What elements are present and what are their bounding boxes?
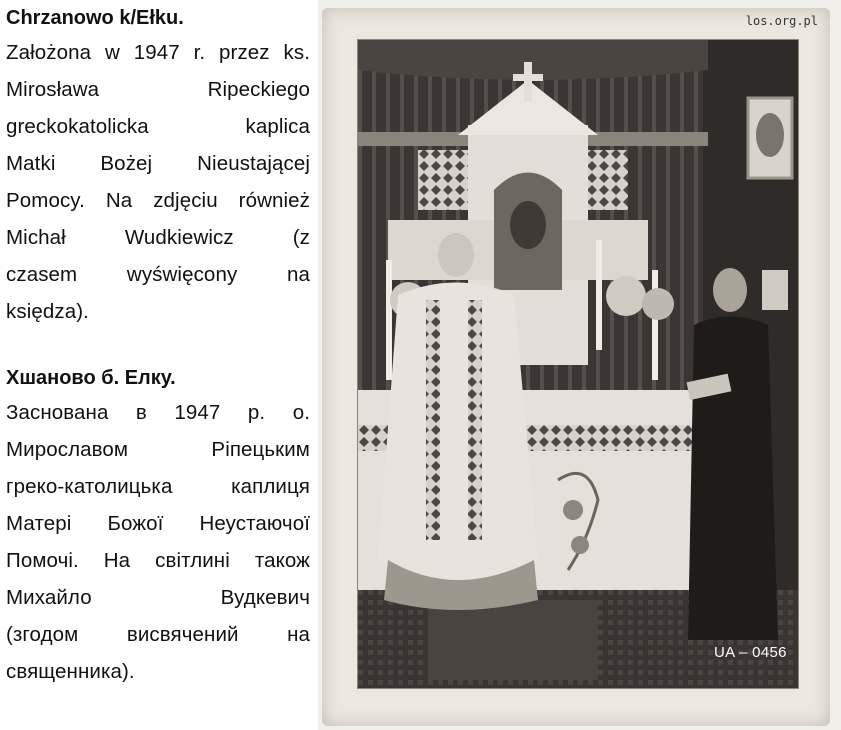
photo-panel (318, 0, 841, 730)
archive-id-label: UA – 0456 (714, 644, 787, 661)
archival-photo (358, 40, 798, 688)
photo-card (322, 8, 830, 726)
ukrainian-caption-line: Заснована в 1947 р. о. (6, 401, 310, 424)
caption-column (6, 0, 310, 730)
chapel-altar-image (358, 40, 798, 688)
ukrainian-caption-line: Мирославом Ріпецьким (6, 438, 310, 461)
site-watermark: los.org.pl (745, 14, 818, 28)
section-spacer (6, 330, 310, 360)
ukrainian-caption-line: священника). (6, 660, 135, 683)
ukrainian-caption-line: греко-католицька каплиця (6, 475, 310, 498)
polish-caption-line: Założona w 1947 r. przez ks. (6, 41, 310, 64)
polish-caption (6, 34, 310, 330)
polish-caption-line: Matki Bożej Nieustającej (6, 152, 310, 175)
ukrainian-caption-line: Михайло Вудкевич (6, 586, 310, 609)
polish-caption-line: księdza). (6, 300, 89, 323)
polish-caption-line: Michał Wudkiewicz (z (6, 226, 310, 249)
ukrainian-caption-line: (згодом висвячений на (6, 623, 310, 646)
polish-caption-line: Pomocy. Na zdjęciu również (6, 189, 310, 212)
polish-caption-line: greckokatolicka kaplica (6, 115, 310, 138)
polish-heading: Chrzanowo k/Ełku. (6, 7, 184, 29)
ukrainian-caption-line: Матері Божої Неустаючої (6, 512, 310, 535)
ukrainian-caption (6, 394, 310, 690)
ukrainian-caption-line: Помочі. На світлині також (6, 549, 310, 572)
polish-caption-line: Mirosława Ripeckiego (6, 78, 310, 101)
polish-caption-line: czasem wyświęcony na (6, 263, 310, 286)
ukrainian-heading: Хшаново б. Елку. (6, 367, 176, 389)
